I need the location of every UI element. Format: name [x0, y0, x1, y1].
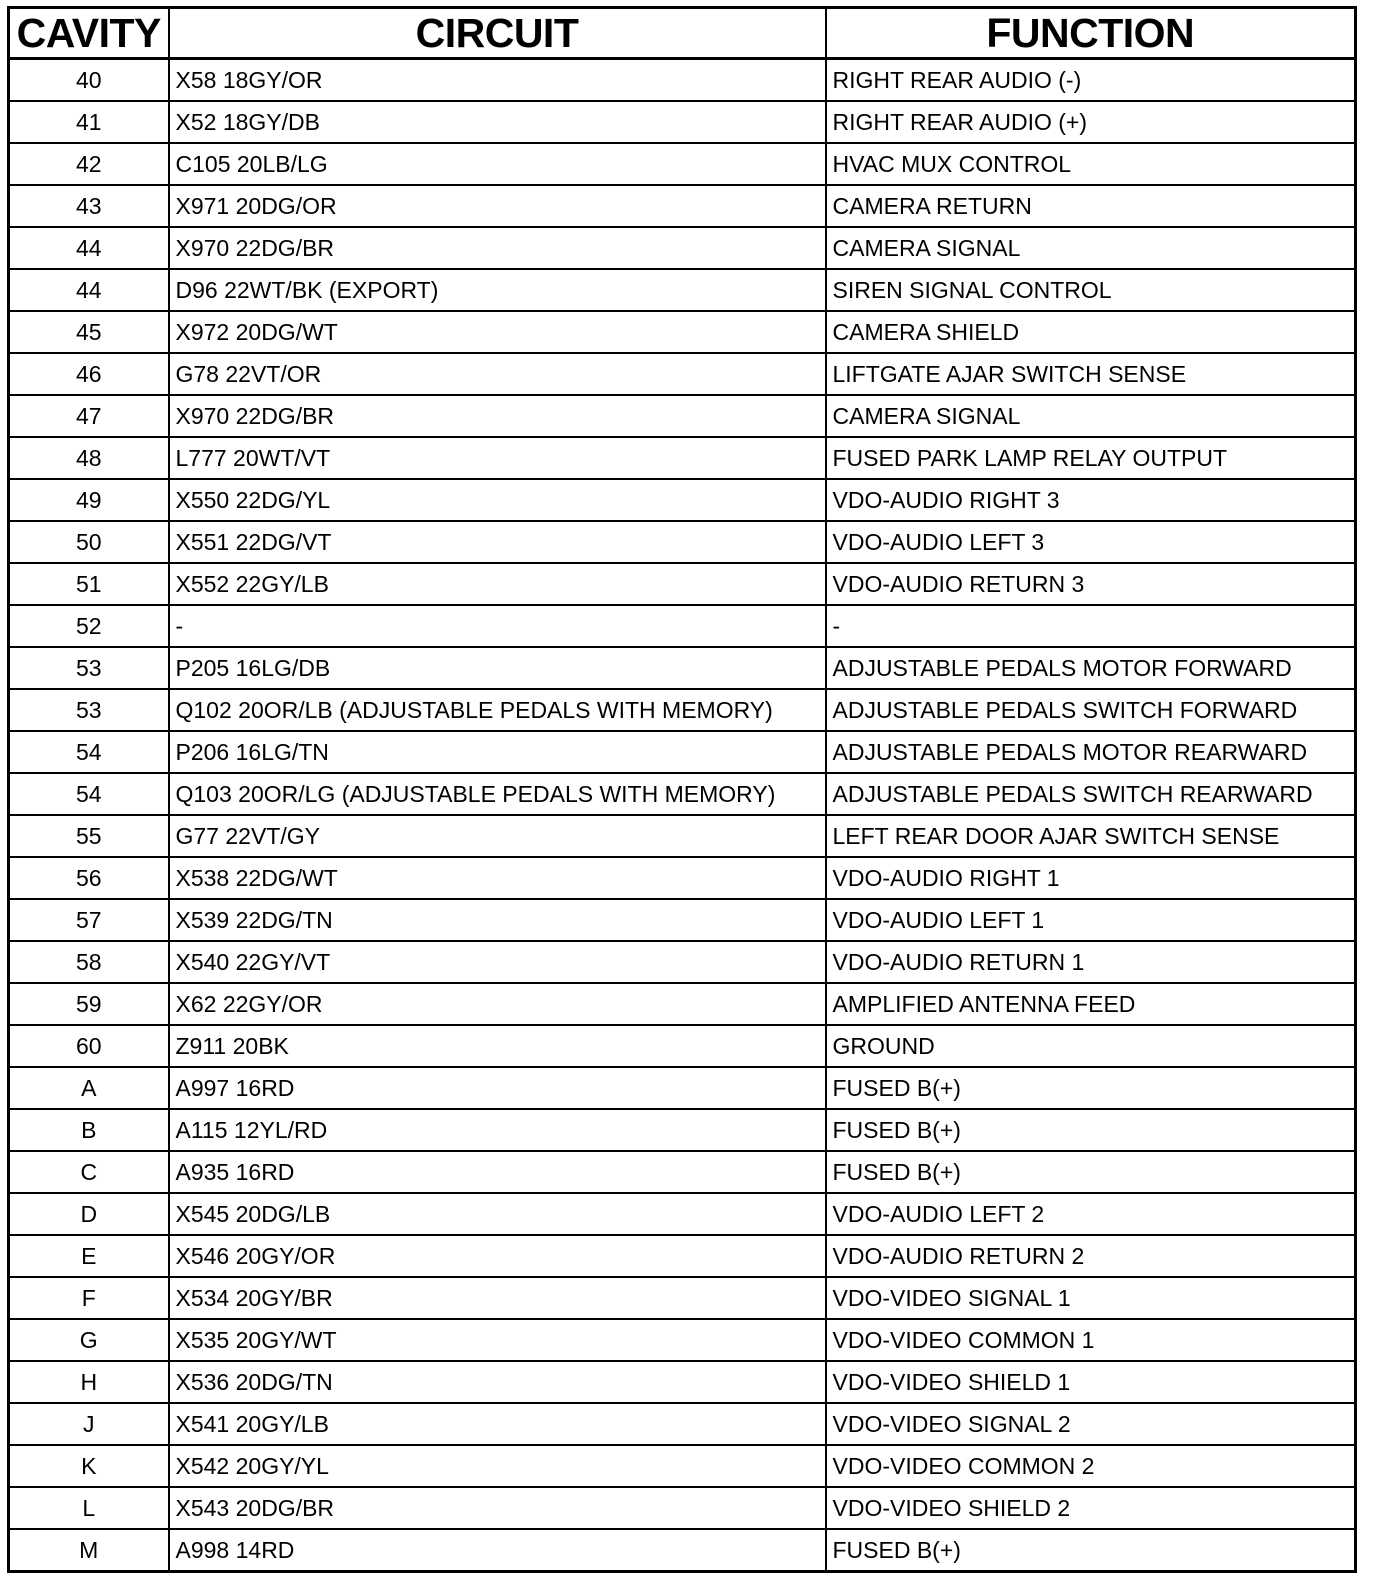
cavity-cell: 42	[9, 143, 169, 185]
cavity-cell: C	[9, 1151, 169, 1193]
table-row	[9, 1235, 1356, 1277]
function-cell: SIREN SIGNAL CONTROL	[826, 269, 1356, 311]
circuit-cell: X970 22DG/BR	[169, 395, 826, 437]
function-cell: VDO-AUDIO RIGHT 1	[826, 857, 1356, 899]
circuit-cell: X535 20GY/WT	[169, 1319, 826, 1361]
cavity-cell: 46	[9, 353, 169, 395]
cavity-cell: 54	[9, 773, 169, 815]
circuit-cell: X551 22DG/VT	[169, 521, 826, 563]
table-row	[9, 59, 1356, 102]
circuit-cell: D96 22WT/BK (EXPORT)	[169, 269, 826, 311]
cavity-cell: H	[9, 1361, 169, 1403]
function-cell: VDO-VIDEO SIGNAL 2	[826, 1403, 1356, 1445]
table-row	[9, 731, 1356, 773]
circuit-cell: -	[169, 605, 826, 647]
cavity-cell: 53	[9, 689, 169, 731]
function-cell: ADJUSTABLE PEDALS SWITCH REARWARD	[826, 773, 1356, 815]
function-cell: VDO-VIDEO COMMON 1	[826, 1319, 1356, 1361]
circuit-cell: G77 22VT/GY	[169, 815, 826, 857]
cavity-cell: F	[9, 1277, 169, 1319]
table-row	[9, 1529, 1356, 1572]
circuit-cell: X972 20DG/WT	[169, 311, 826, 353]
cavity-cell: 43	[9, 185, 169, 227]
circuit-cell: A935 16RD	[169, 1151, 826, 1193]
function-cell: HVAC MUX CONTROL	[826, 143, 1356, 185]
table-row	[9, 1025, 1356, 1067]
function-cell: CAMERA SIGNAL	[826, 395, 1356, 437]
header-row	[9, 8, 1356, 59]
cavity-cell: 40	[9, 59, 169, 102]
function-cell: VDO-VIDEO SHIELD 2	[826, 1487, 1356, 1529]
circuit-cell: X534 20GY/BR	[169, 1277, 826, 1319]
table-row	[9, 1487, 1356, 1529]
circuit-cell: X970 22DG/BR	[169, 227, 826, 269]
function-cell: VDO-AUDIO RIGHT 3	[826, 479, 1356, 521]
cavity-cell: A	[9, 1067, 169, 1109]
function-cell: ADJUSTABLE PEDALS MOTOR REARWARD	[826, 731, 1356, 773]
cavity-cell: 54	[9, 731, 169, 773]
table-row	[9, 773, 1356, 815]
circuit-cell: A997 16RD	[169, 1067, 826, 1109]
circuit-column-header: CIRCUIT	[169, 8, 826, 59]
circuit-cell: G78 22VT/OR	[169, 353, 826, 395]
function-cell: FUSED PARK LAMP RELAY OUTPUT	[826, 437, 1356, 479]
function-cell: AMPLIFIED ANTENNA FEED	[826, 983, 1356, 1025]
circuit-cell: C105 20LB/LG	[169, 143, 826, 185]
cavity-cell: 41	[9, 101, 169, 143]
cavity-cell: 53	[9, 647, 169, 689]
circuit-cell: X538 22DG/WT	[169, 857, 826, 899]
function-cell: FUSED B(+)	[826, 1151, 1356, 1193]
function-cell: LEFT REAR DOOR AJAR SWITCH SENSE	[826, 815, 1356, 857]
circuit-cell: X541 20GY/LB	[169, 1403, 826, 1445]
cavity-cell: 45	[9, 311, 169, 353]
circuit-cell: X58 18GY/OR	[169, 59, 826, 102]
table-row	[9, 899, 1356, 941]
function-cell: VDO-AUDIO RETURN 2	[826, 1235, 1356, 1277]
function-cell: CAMERA SIGNAL	[826, 227, 1356, 269]
circuit-cell: A998 14RD	[169, 1529, 826, 1572]
table-row	[9, 395, 1356, 437]
table-row	[9, 353, 1356, 395]
cavity-cell: 55	[9, 815, 169, 857]
cavity-cell: D	[9, 1193, 169, 1235]
table-row	[9, 563, 1356, 605]
table-row	[9, 815, 1356, 857]
cavity-cell: B	[9, 1109, 169, 1151]
circuit-cell: X546 20GY/OR	[169, 1235, 826, 1277]
function-cell: GROUND	[826, 1025, 1356, 1067]
function-cell: FUSED B(+)	[826, 1529, 1356, 1572]
table-row	[9, 521, 1356, 563]
circuit-cell: L777 20WT/VT	[169, 437, 826, 479]
function-cell: ADJUSTABLE PEDALS SWITCH FORWARD	[826, 689, 1356, 731]
circuit-cell: X543 20DG/BR	[169, 1487, 826, 1529]
function-cell: VDO-AUDIO LEFT 3	[826, 521, 1356, 563]
circuit-cell: Q103 20OR/LG (ADJUSTABLE PEDALS WITH MEMORY)	[169, 773, 826, 815]
cavity-cell: 57	[9, 899, 169, 941]
table-row	[9, 1193, 1356, 1235]
table-row	[9, 1109, 1356, 1151]
function-column-header: FUNCTION	[826, 8, 1356, 59]
cavity-cell: 44	[9, 227, 169, 269]
table-row	[9, 1277, 1356, 1319]
cavity-cell: 60	[9, 1025, 169, 1067]
circuit-cell: X542 20GY/YL	[169, 1445, 826, 1487]
table-row	[9, 437, 1356, 479]
cavity-cell: M	[9, 1529, 169, 1572]
circuit-cell: Z911 20BK	[169, 1025, 826, 1067]
function-cell: VDO-AUDIO LEFT 2	[826, 1193, 1356, 1235]
cavity-cell: G	[9, 1319, 169, 1361]
function-cell: FUSED B(+)	[826, 1067, 1356, 1109]
cavity-cell: 49	[9, 479, 169, 521]
table-row	[9, 1445, 1356, 1487]
function-cell: VDO-VIDEO COMMON 2	[826, 1445, 1356, 1487]
circuit-cell: X62 22GY/OR	[169, 983, 826, 1025]
circuit-cell: X971 20DG/OR	[169, 185, 826, 227]
table-row	[9, 647, 1356, 689]
table-row	[9, 1403, 1356, 1445]
function-cell: RIGHT REAR AUDIO (+)	[826, 101, 1356, 143]
connector-pinout-table	[7, 6, 1357, 1573]
table-row	[9, 1151, 1356, 1193]
cavity-cell: J	[9, 1403, 169, 1445]
circuit-cell: X550 22DG/YL	[169, 479, 826, 521]
table-row	[9, 941, 1356, 983]
cavity-cell: 47	[9, 395, 169, 437]
cavity-cell: 50	[9, 521, 169, 563]
table-row	[9, 479, 1356, 521]
table-row	[9, 857, 1356, 899]
cavity-cell: 56	[9, 857, 169, 899]
table-body	[9, 59, 1356, 1572]
cavity-cell: 48	[9, 437, 169, 479]
cavity-cell: 51	[9, 563, 169, 605]
cavity-cell: K	[9, 1445, 169, 1487]
cavity-cell: E	[9, 1235, 169, 1277]
circuit-cell: X52 18GY/DB	[169, 101, 826, 143]
cavity-cell: 59	[9, 983, 169, 1025]
function-cell: VDO-VIDEO SHIELD 1	[826, 1361, 1356, 1403]
table-row	[9, 143, 1356, 185]
circuit-cell: Q102 20OR/LB (ADJUSTABLE PEDALS WITH MEMORY)	[169, 689, 826, 731]
cavity-cell: L	[9, 1487, 169, 1529]
function-cell: CAMERA SHIELD	[826, 311, 1356, 353]
function-cell: LIFTGATE AJAR SWITCH SENSE	[826, 353, 1356, 395]
function-cell: ADJUSTABLE PEDALS MOTOR FORWARD	[826, 647, 1356, 689]
circuit-cell: X552 22GY/LB	[169, 563, 826, 605]
table-row	[9, 1067, 1356, 1109]
table-row	[9, 605, 1356, 647]
cavity-cell: 58	[9, 941, 169, 983]
function-cell: -	[826, 605, 1356, 647]
table-row	[9, 311, 1356, 353]
table-row	[9, 1319, 1356, 1361]
table-row	[9, 227, 1356, 269]
circuit-cell: P205 16LG/DB	[169, 647, 826, 689]
function-cell: VDO-AUDIO RETURN 1	[826, 941, 1356, 983]
function-cell: FUSED B(+)	[826, 1109, 1356, 1151]
table-row	[9, 269, 1356, 311]
cavity-cell: 52	[9, 605, 169, 647]
circuit-cell: X545 20DG/LB	[169, 1193, 826, 1235]
function-cell: VDO-AUDIO LEFT 1	[826, 899, 1356, 941]
table-row	[9, 1361, 1356, 1403]
table-row	[9, 101, 1356, 143]
table-row	[9, 689, 1356, 731]
cavity-column-header: CAVITY	[9, 8, 169, 59]
circuit-cell: X540 22GY/VT	[169, 941, 826, 983]
cavity-cell: 44	[9, 269, 169, 311]
circuit-cell: X536 20DG/TN	[169, 1361, 826, 1403]
function-cell: RIGHT REAR AUDIO (-)	[826, 59, 1356, 102]
table-row	[9, 983, 1356, 1025]
function-cell: VDO-VIDEO SIGNAL 1	[826, 1277, 1356, 1319]
function-cell: VDO-AUDIO RETURN 3	[826, 563, 1356, 605]
table-row	[9, 185, 1356, 227]
circuit-cell: X539 22DG/TN	[169, 899, 826, 941]
circuit-cell: A115 12YL/RD	[169, 1109, 826, 1151]
circuit-cell: P206 16LG/TN	[169, 731, 826, 773]
function-cell: CAMERA RETURN	[826, 185, 1356, 227]
